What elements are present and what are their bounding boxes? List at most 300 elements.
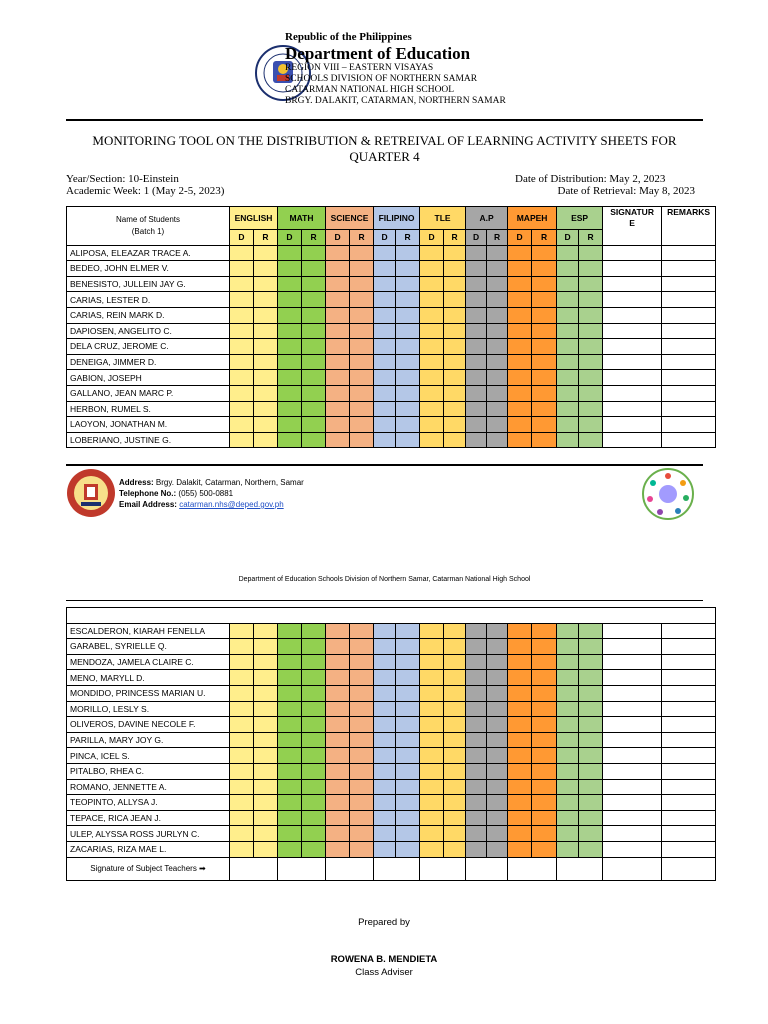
english-r-cell[interactable] bbox=[254, 763, 278, 779]
filipino-r-cell[interactable] bbox=[396, 401, 420, 417]
ap-r-cell[interactable] bbox=[487, 810, 508, 826]
remarks-cell[interactable] bbox=[662, 639, 716, 655]
math-d-cell[interactable] bbox=[278, 795, 302, 811]
mapeh-r-cell[interactable] bbox=[532, 701, 557, 717]
tle-r-cell[interactable] bbox=[444, 748, 466, 764]
science-r-cell[interactable] bbox=[350, 261, 374, 277]
tle-r-cell[interactable] bbox=[444, 810, 466, 826]
ap-r-cell[interactable] bbox=[487, 701, 508, 717]
esp-r-cell[interactable] bbox=[579, 354, 603, 370]
english-d-cell[interactable] bbox=[230, 623, 254, 639]
ap-r-cell[interactable] bbox=[487, 432, 508, 448]
tle-d-cell[interactable] bbox=[420, 639, 444, 655]
signature-cell[interactable] bbox=[603, 795, 662, 811]
ap-r-cell[interactable] bbox=[487, 685, 508, 701]
science-r-cell[interactable] bbox=[350, 717, 374, 733]
esp-r-cell[interactable] bbox=[579, 245, 603, 261]
ap-d-cell[interactable] bbox=[466, 261, 487, 277]
esp-teacher-signature[interactable] bbox=[557, 857, 603, 880]
math-r-cell[interactable] bbox=[302, 810, 326, 826]
science-r-cell[interactable] bbox=[350, 763, 374, 779]
math-r-cell[interactable] bbox=[302, 685, 326, 701]
signature-cell[interactable] bbox=[603, 732, 662, 748]
signature-cell[interactable] bbox=[603, 826, 662, 842]
filipino-d-cell[interactable] bbox=[374, 826, 396, 842]
science-d-cell[interactable] bbox=[326, 370, 350, 386]
math-d-cell[interactable] bbox=[278, 354, 302, 370]
mapeh-r-cell[interactable] bbox=[532, 401, 557, 417]
math-r-cell[interactable] bbox=[302, 748, 326, 764]
ap-d-cell[interactable] bbox=[466, 841, 487, 857]
mapeh-r-cell[interactable] bbox=[532, 623, 557, 639]
english-d-cell[interactable] bbox=[230, 826, 254, 842]
mapeh-r-cell[interactable] bbox=[532, 292, 557, 308]
esp-r-cell[interactable] bbox=[579, 841, 603, 857]
ap-d-cell[interactable] bbox=[466, 763, 487, 779]
esp-r-cell[interactable] bbox=[579, 779, 603, 795]
mapeh-d-cell[interactable] bbox=[508, 795, 532, 811]
esp-d-cell[interactable] bbox=[557, 701, 579, 717]
ap-d-cell[interactable] bbox=[466, 639, 487, 655]
filipino-r-cell[interactable] bbox=[396, 276, 420, 292]
english-r-cell[interactable] bbox=[254, 810, 278, 826]
tle-r-cell[interactable] bbox=[444, 795, 466, 811]
tle-r-cell[interactable] bbox=[444, 779, 466, 795]
signature-cell[interactable] bbox=[603, 261, 662, 277]
esp-r-cell[interactable] bbox=[579, 748, 603, 764]
english-r-cell[interactable] bbox=[254, 685, 278, 701]
english-d-cell[interactable] bbox=[230, 432, 254, 448]
english-d-cell[interactable] bbox=[230, 670, 254, 686]
esp-d-cell[interactable] bbox=[557, 261, 579, 277]
math-d-cell[interactable] bbox=[278, 323, 302, 339]
remarks-cell[interactable] bbox=[662, 354, 716, 370]
mapeh-r-cell[interactable] bbox=[532, 276, 557, 292]
mapeh-r-cell[interactable] bbox=[532, 245, 557, 261]
remarks-cell[interactable] bbox=[662, 795, 716, 811]
esp-r-cell[interactable] bbox=[579, 417, 603, 433]
science-d-cell[interactable] bbox=[326, 354, 350, 370]
math-d-cell[interactable] bbox=[278, 245, 302, 261]
tle-r-cell[interactable] bbox=[444, 623, 466, 639]
english-r-cell[interactable] bbox=[254, 385, 278, 401]
science-d-cell[interactable] bbox=[326, 670, 350, 686]
math-d-cell[interactable] bbox=[278, 732, 302, 748]
science-r-cell[interactable] bbox=[350, 401, 374, 417]
ap-r-cell[interactable] bbox=[487, 763, 508, 779]
remarks-cell[interactable] bbox=[662, 339, 716, 355]
ap-d-cell[interactable] bbox=[466, 717, 487, 733]
mapeh-r-cell[interactable] bbox=[532, 670, 557, 686]
math-d-cell[interactable] bbox=[278, 639, 302, 655]
mapeh-r-cell[interactable] bbox=[532, 370, 557, 386]
filipino-r-cell[interactable] bbox=[396, 292, 420, 308]
math-r-cell[interactable] bbox=[302, 307, 326, 323]
mapeh-r-cell[interactable] bbox=[532, 763, 557, 779]
mapeh-r-cell[interactable] bbox=[532, 323, 557, 339]
math-r-cell[interactable] bbox=[302, 670, 326, 686]
english-d-cell[interactable] bbox=[230, 763, 254, 779]
science-r-cell[interactable] bbox=[350, 685, 374, 701]
filipino-d-cell[interactable] bbox=[374, 639, 396, 655]
english-d-cell[interactable] bbox=[230, 701, 254, 717]
mapeh-d-cell[interactable] bbox=[508, 401, 532, 417]
tle-d-cell[interactable] bbox=[420, 385, 444, 401]
mapeh-teacher-signature[interactable] bbox=[508, 857, 557, 880]
filipino-r-cell[interactable] bbox=[396, 623, 420, 639]
esp-r-cell[interactable] bbox=[579, 732, 603, 748]
tle-r-cell[interactable] bbox=[444, 826, 466, 842]
signature-cell[interactable] bbox=[603, 292, 662, 308]
math-r-cell[interactable] bbox=[302, 654, 326, 670]
filipino-d-cell[interactable] bbox=[374, 339, 396, 355]
filipino-d-cell[interactable] bbox=[374, 401, 396, 417]
science-d-cell[interactable] bbox=[326, 385, 350, 401]
math-d-cell[interactable] bbox=[278, 261, 302, 277]
mapeh-r-cell[interactable] bbox=[532, 795, 557, 811]
filipino-d-cell[interactable] bbox=[374, 370, 396, 386]
math-d-cell[interactable] bbox=[278, 307, 302, 323]
esp-r-cell[interactable] bbox=[579, 685, 603, 701]
science-r-cell[interactable] bbox=[350, 639, 374, 655]
english-d-cell[interactable] bbox=[230, 276, 254, 292]
esp-d-cell[interactable] bbox=[557, 276, 579, 292]
mapeh-d-cell[interactable] bbox=[508, 245, 532, 261]
filipino-d-cell[interactable] bbox=[374, 323, 396, 339]
science-d-cell[interactable] bbox=[326, 795, 350, 811]
math-r-cell[interactable] bbox=[302, 639, 326, 655]
esp-r-cell[interactable] bbox=[579, 701, 603, 717]
signature-cell[interactable] bbox=[603, 810, 662, 826]
english-d-cell[interactable] bbox=[230, 685, 254, 701]
tle-d-cell[interactable] bbox=[420, 779, 444, 795]
remarks-cell[interactable] bbox=[662, 385, 716, 401]
english-r-cell[interactable] bbox=[254, 307, 278, 323]
remarks-cell[interactable] bbox=[662, 841, 716, 857]
esp-d-cell[interactable] bbox=[557, 623, 579, 639]
math-d-cell[interactable] bbox=[278, 385, 302, 401]
esp-d-cell[interactable] bbox=[557, 417, 579, 433]
tle-d-cell[interactable] bbox=[420, 401, 444, 417]
esp-d-cell[interactable] bbox=[557, 685, 579, 701]
english-r-cell[interactable] bbox=[254, 417, 278, 433]
remarks-cell[interactable] bbox=[662, 417, 716, 433]
science-d-cell[interactable] bbox=[326, 417, 350, 433]
science-r-cell[interactable] bbox=[350, 779, 374, 795]
esp-d-cell[interactable] bbox=[557, 292, 579, 308]
math-r-cell[interactable] bbox=[302, 417, 326, 433]
math-r-cell[interactable] bbox=[302, 323, 326, 339]
english-d-cell[interactable] bbox=[230, 385, 254, 401]
signature-cell[interactable] bbox=[603, 354, 662, 370]
signature-cell[interactable] bbox=[603, 685, 662, 701]
filipino-d-cell[interactable] bbox=[374, 654, 396, 670]
ap-r-cell[interactable] bbox=[487, 623, 508, 639]
mapeh-d-cell[interactable] bbox=[508, 639, 532, 655]
remarks-cell[interactable] bbox=[662, 623, 716, 639]
esp-d-cell[interactable] bbox=[557, 370, 579, 386]
english-r-cell[interactable] bbox=[254, 795, 278, 811]
filipino-d-cell[interactable] bbox=[374, 732, 396, 748]
english-r-cell[interactable] bbox=[254, 339, 278, 355]
science-r-cell[interactable] bbox=[350, 276, 374, 292]
signature-cell[interactable] bbox=[603, 307, 662, 323]
esp-r-cell[interactable] bbox=[579, 370, 603, 386]
english-d-cell[interactable] bbox=[230, 748, 254, 764]
science-r-cell[interactable] bbox=[350, 370, 374, 386]
science-r-cell[interactable] bbox=[350, 748, 374, 764]
ap-d-cell[interactable] bbox=[466, 748, 487, 764]
tle-r-cell[interactable] bbox=[444, 670, 466, 686]
science-r-cell[interactable] bbox=[350, 385, 374, 401]
ap-r-cell[interactable] bbox=[487, 323, 508, 339]
remarks-cell[interactable] bbox=[662, 685, 716, 701]
mapeh-d-cell[interactable] bbox=[508, 717, 532, 733]
science-d-cell[interactable] bbox=[326, 432, 350, 448]
filipino-r-cell[interactable] bbox=[396, 370, 420, 386]
science-d-cell[interactable] bbox=[326, 245, 350, 261]
english-r-cell[interactable] bbox=[254, 748, 278, 764]
ap-r-cell[interactable] bbox=[487, 841, 508, 857]
science-r-cell[interactable] bbox=[350, 795, 374, 811]
ap-r-cell[interactable] bbox=[487, 670, 508, 686]
esp-r-cell[interactable] bbox=[579, 276, 603, 292]
english-d-cell[interactable] bbox=[230, 841, 254, 857]
remarks-cell[interactable] bbox=[662, 432, 716, 448]
ap-r-cell[interactable] bbox=[487, 276, 508, 292]
remarks-cell[interactable] bbox=[662, 779, 716, 795]
filipino-d-cell[interactable] bbox=[374, 685, 396, 701]
english-d-cell[interactable] bbox=[230, 354, 254, 370]
esp-r-cell[interactable] bbox=[579, 810, 603, 826]
mapeh-d-cell[interactable] bbox=[508, 323, 532, 339]
science-d-cell[interactable] bbox=[326, 276, 350, 292]
mapeh-d-cell[interactable] bbox=[508, 841, 532, 857]
tle-d-cell[interactable] bbox=[420, 307, 444, 323]
esp-d-cell[interactable] bbox=[557, 732, 579, 748]
tle-r-cell[interactable] bbox=[444, 401, 466, 417]
filipino-r-cell[interactable] bbox=[396, 763, 420, 779]
tle-d-cell[interactable] bbox=[420, 717, 444, 733]
esp-d-cell[interactable] bbox=[557, 670, 579, 686]
ap-d-cell[interactable] bbox=[466, 779, 487, 795]
esp-d-cell[interactable] bbox=[557, 307, 579, 323]
esp-d-cell[interactable] bbox=[557, 795, 579, 811]
esp-r-cell[interactable] bbox=[579, 432, 603, 448]
signature-cell[interactable] bbox=[603, 417, 662, 433]
mapeh-r-cell[interactable] bbox=[532, 261, 557, 277]
remarks-cell[interactable] bbox=[662, 732, 716, 748]
english-r-cell[interactable] bbox=[254, 401, 278, 417]
mapeh-d-cell[interactable] bbox=[508, 763, 532, 779]
tle-r-cell[interactable] bbox=[444, 323, 466, 339]
tle-d-cell[interactable] bbox=[420, 763, 444, 779]
esp-r-cell[interactable] bbox=[579, 339, 603, 355]
math-r-cell[interactable] bbox=[302, 841, 326, 857]
filipino-r-cell[interactable] bbox=[396, 339, 420, 355]
mapeh-d-cell[interactable] bbox=[508, 261, 532, 277]
esp-r-cell[interactable] bbox=[579, 307, 603, 323]
ap-d-cell[interactable] bbox=[466, 385, 487, 401]
ap-r-cell[interactable] bbox=[487, 779, 508, 795]
filipino-d-cell[interactable] bbox=[374, 307, 396, 323]
mapeh-d-cell[interactable] bbox=[508, 339, 532, 355]
signature-cell[interactable] bbox=[603, 841, 662, 857]
remarks-cell[interactable] bbox=[662, 826, 716, 842]
ap-teacher-signature[interactable] bbox=[466, 857, 508, 880]
ap-r-cell[interactable] bbox=[487, 717, 508, 733]
filipino-d-cell[interactable] bbox=[374, 245, 396, 261]
esp-d-cell[interactable] bbox=[557, 748, 579, 764]
english-r-cell[interactable] bbox=[254, 370, 278, 386]
science-r-cell[interactable] bbox=[350, 339, 374, 355]
tle-teacher-signature[interactable] bbox=[420, 857, 466, 880]
ap-r-cell[interactable] bbox=[487, 732, 508, 748]
english-d-cell[interactable] bbox=[230, 779, 254, 795]
tle-d-cell[interactable] bbox=[420, 670, 444, 686]
ap-d-cell[interactable] bbox=[466, 432, 487, 448]
tle-d-cell[interactable] bbox=[420, 654, 444, 670]
signature-cell[interactable] bbox=[603, 779, 662, 795]
mapeh-r-cell[interactable] bbox=[532, 826, 557, 842]
mapeh-r-cell[interactable] bbox=[532, 654, 557, 670]
tle-d-cell[interactable] bbox=[420, 810, 444, 826]
math-r-cell[interactable] bbox=[302, 826, 326, 842]
esp-d-cell[interactable] bbox=[557, 779, 579, 795]
esp-r-cell[interactable] bbox=[579, 826, 603, 842]
tle-r-cell[interactable] bbox=[444, 261, 466, 277]
signature-cell[interactable] bbox=[603, 323, 662, 339]
science-d-cell[interactable] bbox=[326, 810, 350, 826]
ap-r-cell[interactable] bbox=[487, 639, 508, 655]
mapeh-r-cell[interactable] bbox=[532, 354, 557, 370]
ap-d-cell[interactable] bbox=[466, 417, 487, 433]
ap-r-cell[interactable] bbox=[487, 261, 508, 277]
filipino-d-cell[interactable] bbox=[374, 292, 396, 308]
math-r-cell[interactable] bbox=[302, 795, 326, 811]
science-r-cell[interactable] bbox=[350, 245, 374, 261]
mapeh-r-cell[interactable] bbox=[532, 307, 557, 323]
tle-d-cell[interactable] bbox=[420, 292, 444, 308]
filipino-d-cell[interactable] bbox=[374, 717, 396, 733]
ap-r-cell[interactable] bbox=[487, 795, 508, 811]
esp-r-cell[interactable] bbox=[579, 385, 603, 401]
tle-d-cell[interactable] bbox=[420, 732, 444, 748]
math-r-cell[interactable] bbox=[302, 732, 326, 748]
english-d-cell[interactable] bbox=[230, 810, 254, 826]
english-d-cell[interactable] bbox=[230, 654, 254, 670]
mapeh-d-cell[interactable] bbox=[508, 779, 532, 795]
ap-d-cell[interactable] bbox=[466, 810, 487, 826]
remarks-cell[interactable] bbox=[662, 810, 716, 826]
tle-d-cell[interactable] bbox=[420, 685, 444, 701]
filipino-d-cell[interactable] bbox=[374, 261, 396, 277]
science-r-cell[interactable] bbox=[350, 354, 374, 370]
remarks-cell[interactable] bbox=[662, 857, 716, 880]
mapeh-d-cell[interactable] bbox=[508, 748, 532, 764]
signature-cell[interactable] bbox=[603, 717, 662, 733]
mapeh-d-cell[interactable] bbox=[508, 732, 532, 748]
mapeh-r-cell[interactable] bbox=[532, 732, 557, 748]
tle-d-cell[interactable] bbox=[420, 841, 444, 857]
math-d-cell[interactable] bbox=[278, 763, 302, 779]
mapeh-r-cell[interactable] bbox=[532, 639, 557, 655]
science-d-cell[interactable] bbox=[326, 748, 350, 764]
tle-r-cell[interactable] bbox=[444, 276, 466, 292]
mapeh-r-cell[interactable] bbox=[532, 339, 557, 355]
tle-r-cell[interactable] bbox=[444, 354, 466, 370]
esp-r-cell[interactable] bbox=[579, 654, 603, 670]
math-d-cell[interactable] bbox=[278, 654, 302, 670]
ap-d-cell[interactable] bbox=[466, 685, 487, 701]
mapeh-r-cell[interactable] bbox=[532, 779, 557, 795]
tle-r-cell[interactable] bbox=[444, 432, 466, 448]
tle-r-cell[interactable] bbox=[444, 763, 466, 779]
english-d-cell[interactable] bbox=[230, 732, 254, 748]
science-d-cell[interactable] bbox=[326, 701, 350, 717]
mapeh-d-cell[interactable] bbox=[508, 354, 532, 370]
ap-d-cell[interactable] bbox=[466, 701, 487, 717]
math-d-cell[interactable] bbox=[278, 841, 302, 857]
esp-d-cell[interactable] bbox=[557, 354, 579, 370]
english-r-cell[interactable] bbox=[254, 623, 278, 639]
filipino-r-cell[interactable] bbox=[396, 354, 420, 370]
mapeh-r-cell[interactable] bbox=[532, 385, 557, 401]
english-r-cell[interactable] bbox=[254, 276, 278, 292]
tle-r-cell[interactable] bbox=[444, 654, 466, 670]
english-r-cell[interactable] bbox=[254, 732, 278, 748]
ap-r-cell[interactable] bbox=[487, 401, 508, 417]
signature-cell[interactable] bbox=[603, 857, 662, 880]
esp-d-cell[interactable] bbox=[557, 717, 579, 733]
filipino-r-cell[interactable] bbox=[396, 795, 420, 811]
signature-cell[interactable] bbox=[603, 639, 662, 655]
esp-r-cell[interactable] bbox=[579, 763, 603, 779]
ap-r-cell[interactable] bbox=[487, 307, 508, 323]
english-d-cell[interactable] bbox=[230, 370, 254, 386]
ap-r-cell[interactable] bbox=[487, 292, 508, 308]
english-d-cell[interactable] bbox=[230, 292, 254, 308]
science-d-cell[interactable] bbox=[326, 826, 350, 842]
esp-r-cell[interactable] bbox=[579, 401, 603, 417]
math-r-cell[interactable] bbox=[302, 245, 326, 261]
tle-r-cell[interactable] bbox=[444, 245, 466, 261]
science-r-cell[interactable] bbox=[350, 654, 374, 670]
math-r-cell[interactable] bbox=[302, 763, 326, 779]
math-r-cell[interactable] bbox=[302, 401, 326, 417]
mapeh-d-cell[interactable] bbox=[508, 623, 532, 639]
esp-d-cell[interactable] bbox=[557, 432, 579, 448]
ap-r-cell[interactable] bbox=[487, 354, 508, 370]
english-r-cell[interactable] bbox=[254, 779, 278, 795]
mapeh-d-cell[interactable] bbox=[508, 292, 532, 308]
esp-r-cell[interactable] bbox=[579, 639, 603, 655]
math-d-cell[interactable] bbox=[278, 701, 302, 717]
esp-d-cell[interactable] bbox=[557, 810, 579, 826]
tle-r-cell[interactable] bbox=[444, 639, 466, 655]
esp-d-cell[interactable] bbox=[557, 763, 579, 779]
math-d-cell[interactable] bbox=[278, 339, 302, 355]
filipino-d-cell[interactable] bbox=[374, 748, 396, 764]
science-teacher-signature[interactable] bbox=[326, 857, 374, 880]
ap-d-cell[interactable] bbox=[466, 401, 487, 417]
mapeh-d-cell[interactable] bbox=[508, 432, 532, 448]
science-r-cell[interactable] bbox=[350, 810, 374, 826]
science-d-cell[interactable] bbox=[326, 623, 350, 639]
science-r-cell[interactable] bbox=[350, 432, 374, 448]
tle-d-cell[interactable] bbox=[420, 354, 444, 370]
tle-d-cell[interactable] bbox=[420, 432, 444, 448]
